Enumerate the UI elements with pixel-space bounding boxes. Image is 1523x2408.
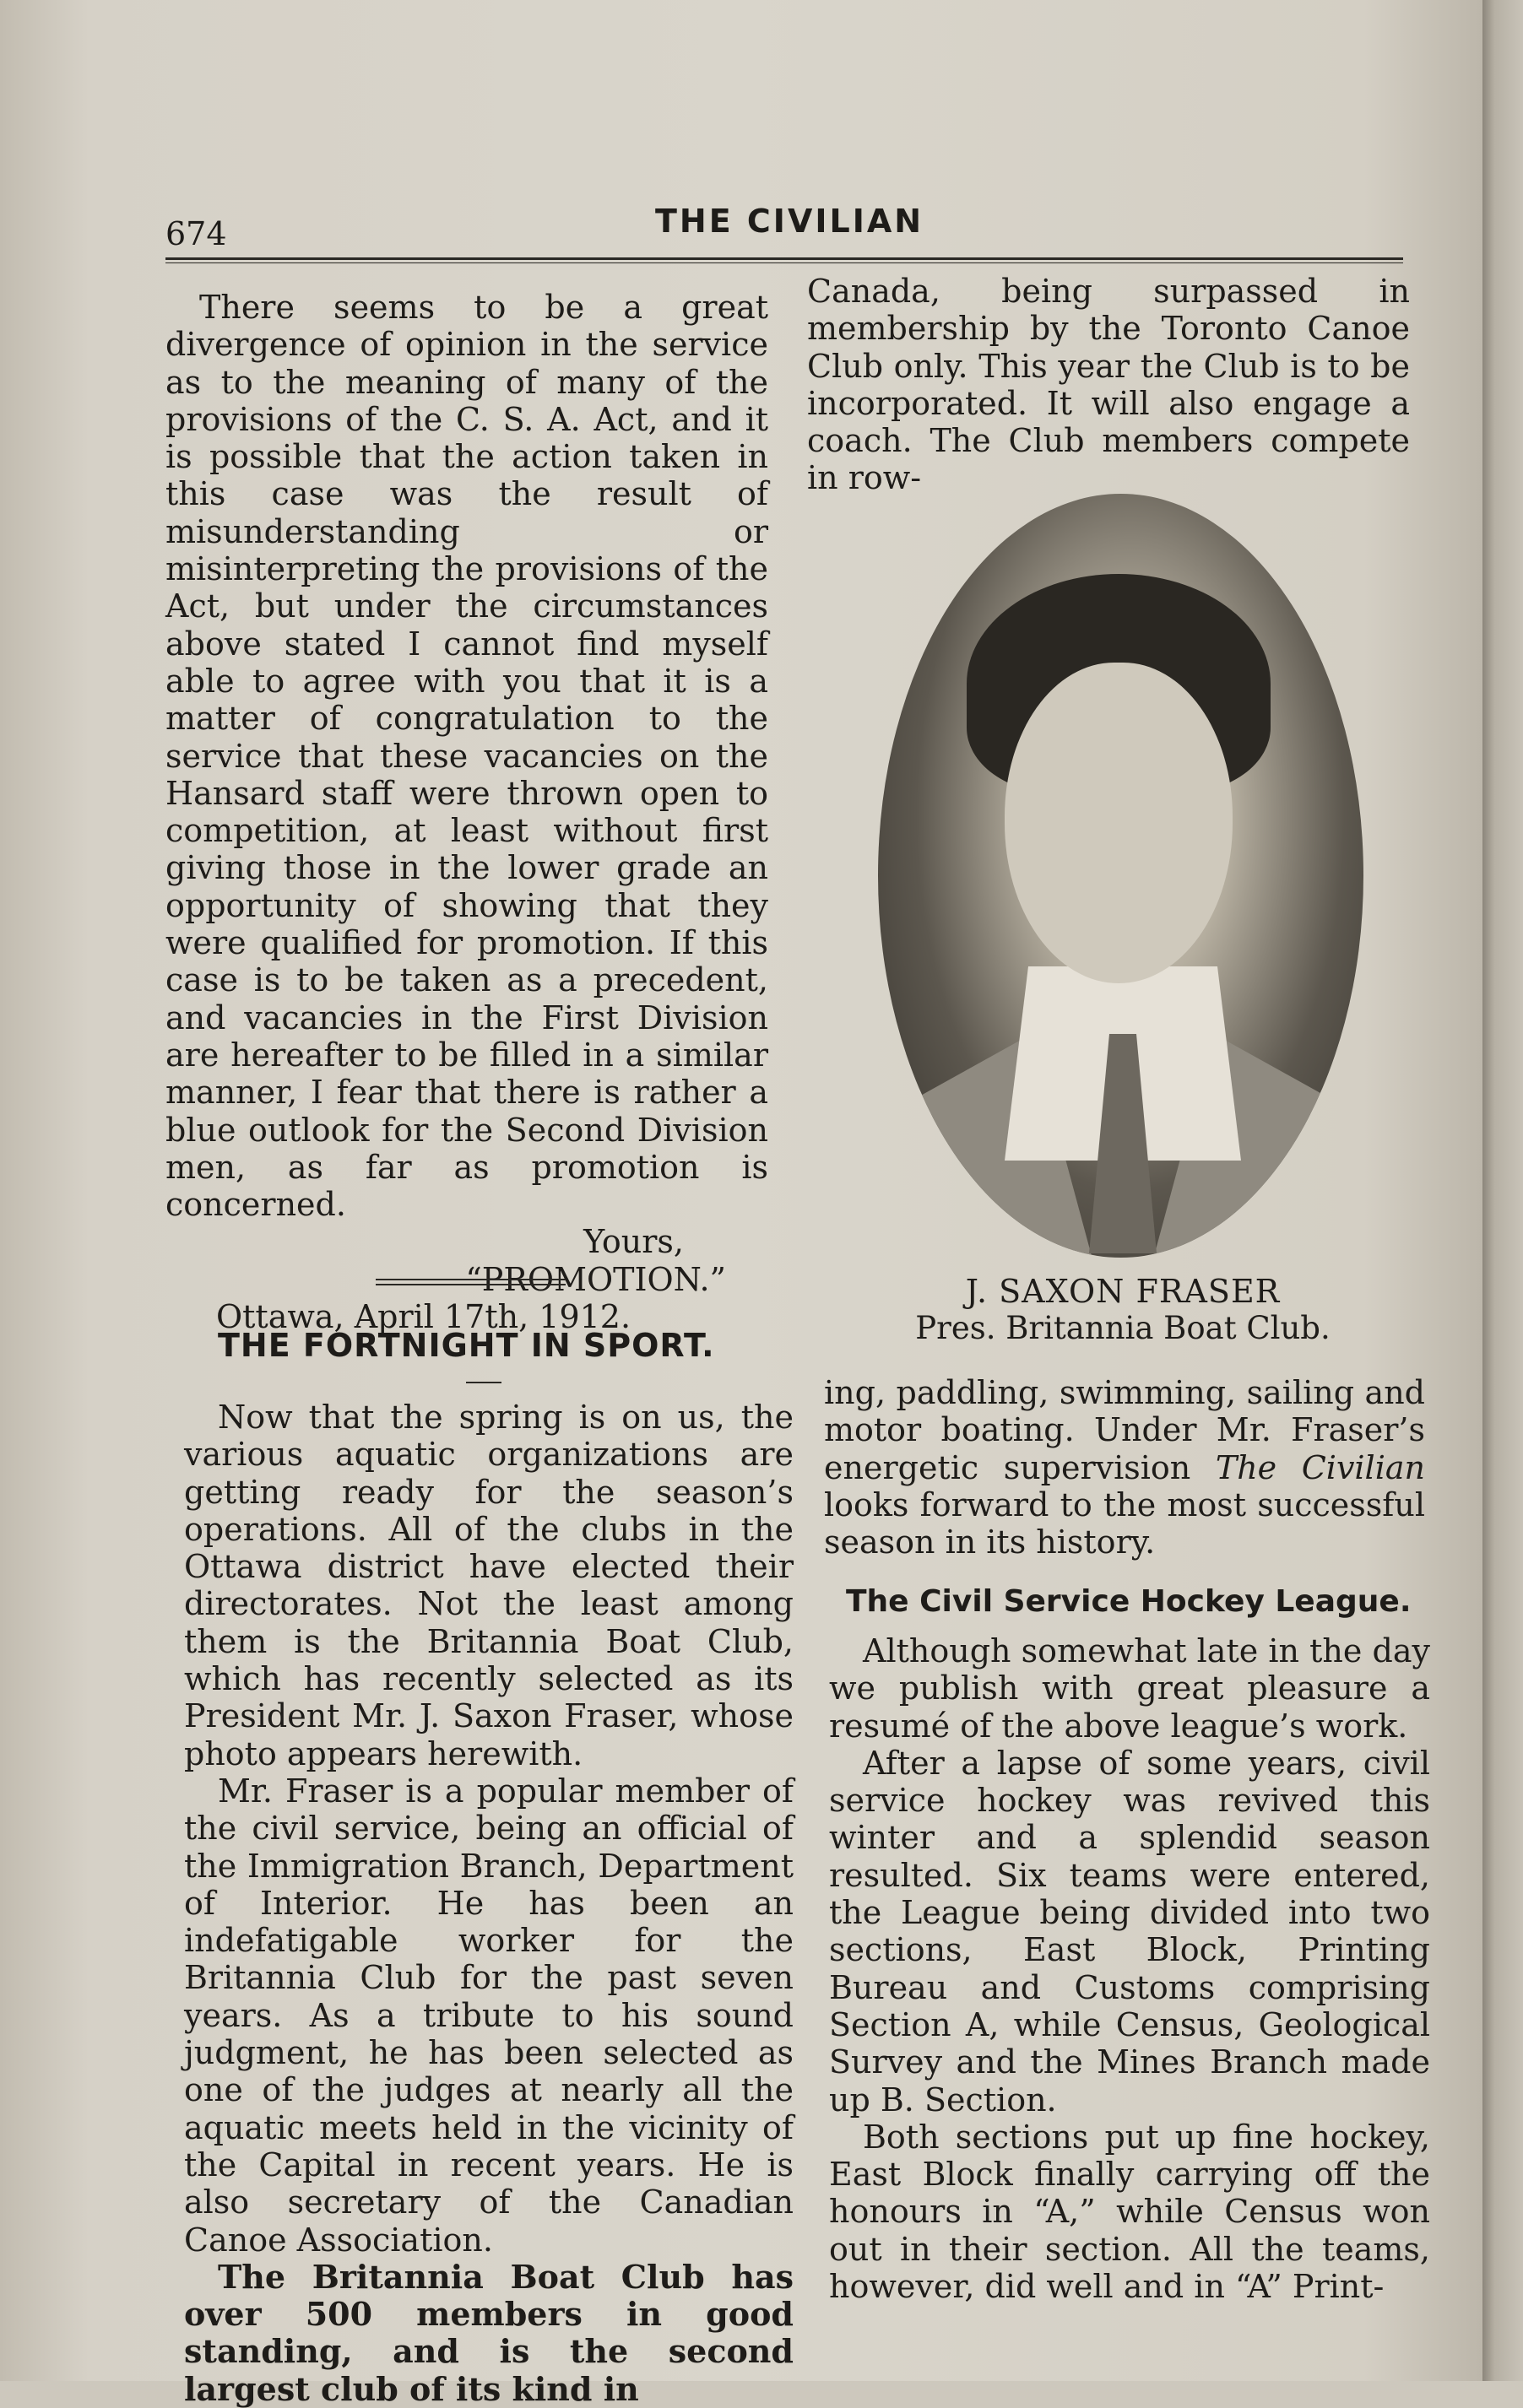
letter-signature: “PROMOTION.”	[465, 1260, 726, 1298]
letter-dateline: Ottawa, April 17th, 1912.	[216, 1298, 631, 1336]
continuation-text: ing, paddling, swimming, sailing and motor boating. Under Mr. Fraser’s energetic supervision	[824, 1374, 1425, 1486]
page-header	[165, 190, 1406, 257]
letter-column	[165, 289, 768, 1335]
sport-paragraph: Mr. Fraser is a popular member of the civil service, being an official of the Immigration Branch, Department of Interior. He has been an indefatigable worker for the Britannia Club for the past seven years. As a tribute to his sound judgment, he has been selected as one of the judges at nearly all the aquatic meets held in the vicinity of the Capital in recent years. He is also secretary of the Canadian Canoe Association.	[184, 1772, 794, 2259]
hockey-paragraph: Although somewhat late in the day we publish with great pleasure a resumé of the above league’s work.	[829, 1632, 1430, 1745]
letter-paragraph: There seems to be a great divergence of opinion in the service as to the meaning of many of the provisions of the C. S. A. Act, and it is possible that the action taken in this case was the result of misunderstanding or misinterpreting the provisions of the Act, but under the circumstances above stated I cannot find myself able to agree with you that it is a matter of congratulation to the service that these vacancies on the Hansard staff were thrown open to competition, at least without first giving those in the lower grade an opportunity of showing that they were qualified for promotion. If this case is to be taken as a precedent, and vacancies in the First Division are hereafter to be filled in a similar manner, I fear that there is rather a blue outlook for the Second Division men, as far as promotion is concerned.	[165, 289, 768, 1224]
sport-column	[184, 1399, 794, 2408]
sport-continuation-bottom	[824, 1374, 1425, 1561]
sport-paragraph: The Britannia Boat Club has over 500 members in good standing, and is the second largest club of its kind in	[184, 2257, 794, 2408]
sport-heading: THE FORTNIGHT IN SPORT.	[218, 1327, 715, 1364]
portrait-photo	[878, 494, 1363, 1258]
letter-signoff: Yours,	[583, 1223, 684, 1261]
heading-dash	[466, 1382, 501, 1383]
publication-title: The Civilian	[1215, 1448, 1425, 1486]
header-rule	[165, 257, 1403, 263]
photo-caption-title: Pres. Britannia Boat Club.	[915, 1310, 1331, 1346]
hockey-paragraph: After a lapse of some years, civil service hockey was revived this winter and a splendid season resulted. Six teams were entered, the League being divided into two sections, East Block, Printing Bureau and Customs comprising Section A, while Census, Geological Survey and the Mines Branch made up B. Section.	[829, 1744, 1430, 2118]
page-edge	[1482, 0, 1523, 2381]
hockey-heading: The Civil Service Hockey League.	[846, 1584, 1412, 1619]
sport-paragraph: Now that the spring is on us, the various aquatic organizations are getting ready for the season’s operations. All of the clubs in the Ottawa district have elected their directorates. Not the least among them is the Britannia Boat Club, which has recently selected as its President Mr. J. Saxon Fraser, whose photo appears herewith.	[184, 1399, 794, 1772]
continuation-text: looks forward to the most successful season in its history.	[824, 1485, 1425, 1561]
sport-continuation: Canada, being surpassed in membership by the Toronto Canoe Club only. This year the Club is to be incorporated. It will also engage a coach. The Club members compete in row-	[807, 273, 1410, 497]
hockey-paragraph: Both sections put up fine hockey, East Block finally carrying off the honours in “A,” while Census won out in their section. All the teams, however, did well and in “A” Print-	[829, 2118, 1430, 2306]
sport-continuation-top	[807, 273, 1410, 497]
running-head: THE CIVILIAN	[655, 203, 924, 240]
hockey-column	[829, 1632, 1430, 2305]
photo-face	[1005, 663, 1233, 983]
page-number: 674	[165, 215, 227, 252]
sport-continuation-paragraph	[824, 1374, 1425, 1561]
photo-caption-name: J. SAXON FRASER	[965, 1273, 1281, 1310]
section-divider	[376, 1279, 566, 1285]
